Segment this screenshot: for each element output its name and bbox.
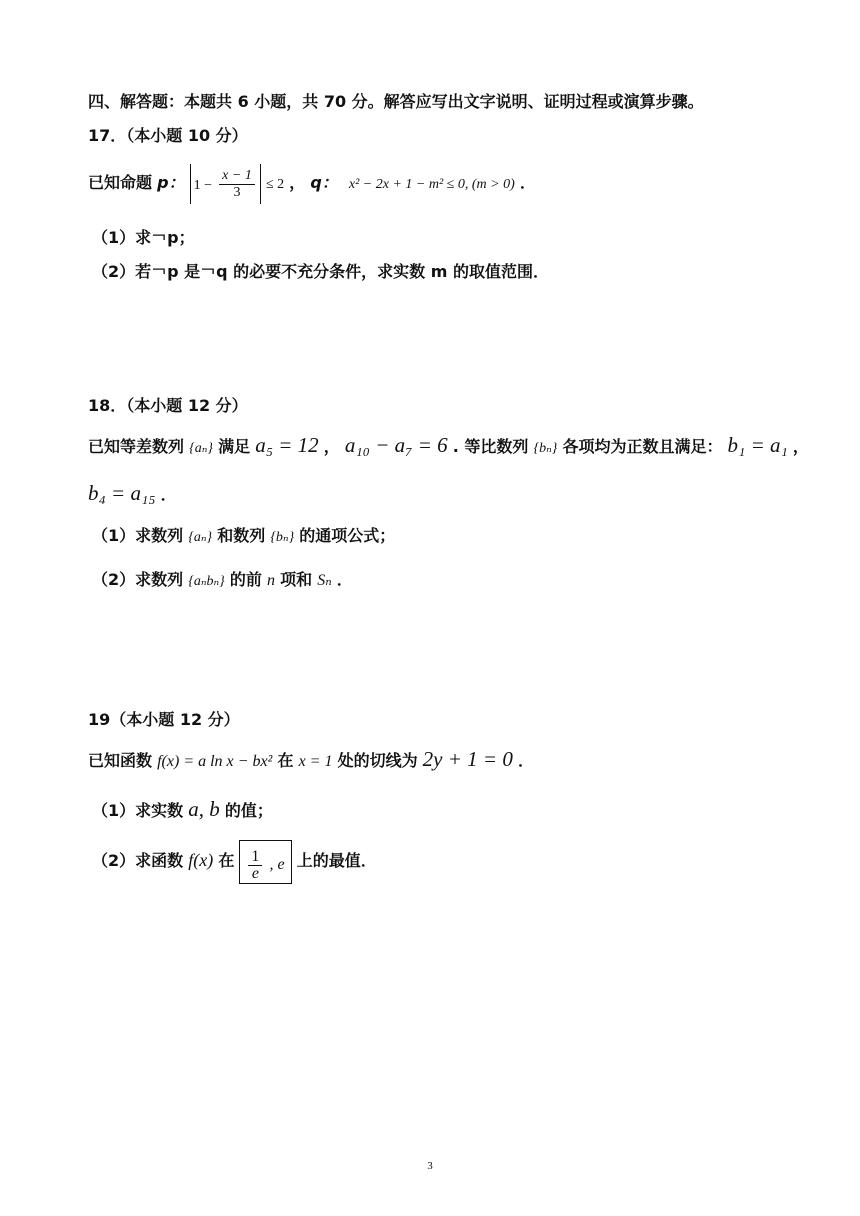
q18-part1-b: 和数列 <box>217 526 266 545</box>
q18-line2 <box>88 480 177 508</box>
q18-line1-d: 各项均为正数且满足： <box>562 437 723 456</box>
q17-frac-num: x − 1 <box>219 168 255 185</box>
q18-seq-a: {aₙ} <box>189 441 213 456</box>
q17-fraction <box>219 168 255 201</box>
q18-line1-a: 已知等差数列 <box>88 437 185 456</box>
q19-part1-a: （1）求实数 <box>92 801 184 820</box>
q18-eq2: a₁₀ − a₇ = 6 <box>344 433 448 457</box>
q18-part1 <box>92 526 395 548</box>
q18-part2-end: ． <box>336 570 353 589</box>
q18-part2-b: 的前 <box>229 570 262 589</box>
q19-part2-c: 上的最值． <box>296 851 377 870</box>
q18-line1-end: ， <box>792 437 809 456</box>
q18-title: 18．（本小题 12 分） <box>88 396 248 415</box>
q18-comma: ， <box>323 437 340 456</box>
q17-q-label: q： <box>310 173 338 192</box>
q18-part1-c: 的通项公式； <box>299 526 396 545</box>
q17-frac-den: 3 <box>233 184 241 200</box>
q17-q-expr: x² − 2x + 1 − m² ≤ 0, (m > 0) <box>348 177 515 192</box>
q19-fx: f(x) <box>188 850 214 870</box>
q18-line1 <box>88 432 809 462</box>
q19-int-num: 1 <box>248 849 262 866</box>
q18-seq-ab: {aₙbₙ} <box>188 574 225 589</box>
q19-int-right: , e <box>269 856 285 873</box>
q19-line1 <box>88 746 534 775</box>
q19-part2-b: 在 <box>218 851 235 870</box>
q18-eq4: b₄ = a₁₅ <box>88 481 156 505</box>
q19-int-den: e <box>251 864 259 882</box>
q17-abs-left: 1 − <box>193 177 213 193</box>
q19-line1-a: 已知函数 <box>88 751 153 770</box>
q17-statement <box>88 162 536 204</box>
q18-part1-seq-b: {bₙ} <box>270 530 295 545</box>
q19-part1 <box>92 796 273 824</box>
q19-title: 19（本小题 12 分） <box>88 710 240 729</box>
q19-part2 <box>92 836 377 884</box>
q18-part2-a: （2）求数列 <box>92 570 184 589</box>
q18-line1-b: 满足 <box>218 437 251 456</box>
page-number: 3 <box>427 1160 433 1172</box>
q17-title: 17．（本小题 10 分） <box>88 126 248 145</box>
section-header: 四、解答题：本题共 6 小题，共 70 分。解答应写出文字说明、证明过程或演算步骤。 <box>88 92 704 111</box>
q18-part1-seq-a: {aₙ} <box>188 530 213 545</box>
q18-part1-a: （1）求数列 <box>92 526 184 545</box>
q19-line1-c: 处的切线为 <box>337 751 418 770</box>
q19-tangent: 2y + 1 = 0 <box>422 747 513 771</box>
q17-end: ． <box>519 173 536 192</box>
q19-part2-a: （2）求函数 <box>92 851 184 870</box>
q19-line1-end: ． <box>517 751 534 770</box>
q18-line1-c: . 等比数列 <box>452 437 529 456</box>
q19-interval-fraction <box>248 849 262 882</box>
q17-abs-right: ≤ 2 <box>265 177 285 192</box>
q17-abs-expression <box>190 164 261 204</box>
q19-line1-b: 在 <box>277 751 294 770</box>
q17-p-label: p： <box>157 173 185 192</box>
q18-seq-b: {bₙ} <box>533 441 558 456</box>
q17-sep: ， <box>289 173 306 192</box>
q18-eq1: a₅ = 12 <box>255 433 319 457</box>
q18-part2-c: 项和 <box>280 570 313 589</box>
q17-part1: （1）求￢p； <box>92 228 195 247</box>
q19-ab: a, b <box>188 797 220 821</box>
q19-func: f(x) = a ln x − bx² <box>157 753 273 770</box>
q18-S: Sₙ <box>317 572 332 589</box>
q19-interval <box>239 840 291 884</box>
q19-xeq: x = 1 <box>298 753 333 770</box>
q19-part1-b: 的值； <box>224 801 273 820</box>
q17-intro: 已知命题 <box>88 173 153 192</box>
q18-eq3: b₁ = a₁ <box>727 433 788 457</box>
q18-line2-end: ． <box>160 485 177 504</box>
q18-part2 <box>92 570 353 592</box>
q17-part2: （2）若￢p 是￢q 的必要不充分条件，求实数 m 的取值范围． <box>92 262 549 281</box>
q18-n: n <box>266 572 275 589</box>
